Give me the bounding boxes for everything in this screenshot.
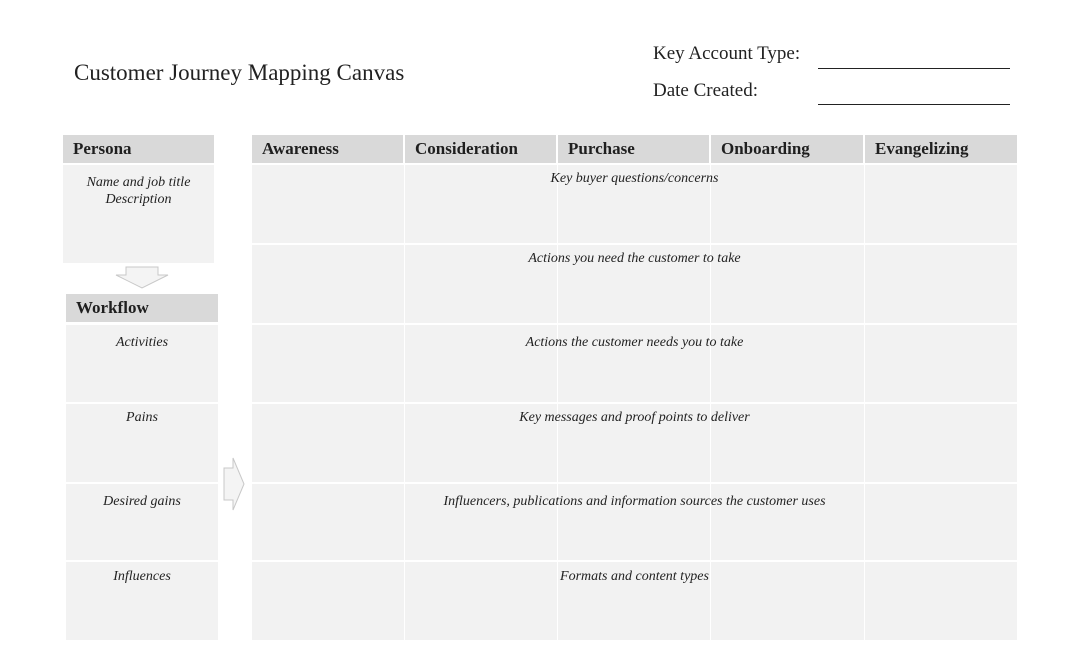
journey-row-your-actions: Actions the customer needs you to take	[525, 335, 744, 350]
stage-header-consideration: Consideration	[405, 135, 556, 163]
stage-header-awareness: Awareness	[252, 135, 403, 163]
journey-row-buyer-questions: Key buyer questions/concerns	[550, 171, 719, 186]
down-arrow-icon	[112, 266, 172, 295]
right-arrow-icon	[222, 456, 246, 517]
date-created-label: Date Created:	[653, 80, 758, 101]
persona-name-label: Name and job title	[86, 175, 191, 190]
workflow-pains-label: Pains	[126, 410, 158, 425]
workflow-activities-label: Activities	[115, 335, 169, 350]
persona-cell[interactable]	[63, 165, 214, 263]
journey-row-influencers: Influencers, publications and information sources the customer uses	[443, 494, 826, 509]
persona-description-label: Description	[105, 192, 172, 207]
page-title: Customer Journey Mapping Canvas	[74, 60, 405, 85]
workflow-header: Workflow	[66, 294, 218, 322]
stage-header-purchase: Purchase	[558, 135, 709, 163]
key-account-type-field[interactable]	[818, 68, 1010, 69]
stage-header-evangelizing: Evangelizing	[865, 135, 1017, 163]
journey-row-key-messages: Key messages and proof points to deliver	[519, 410, 750, 425]
journey-row-formats: Formats and content types	[560, 569, 709, 584]
stage-header-onboarding: Onboarding	[711, 135, 863, 163]
persona-header: Persona	[63, 135, 214, 163]
key-account-type-label: Key Account Type:	[653, 43, 801, 64]
date-created-field[interactable]	[818, 104, 1010, 105]
workflow-influences-label: Influences	[113, 569, 171, 584]
workflow-desired-gains-label: Desired gains	[103, 494, 181, 509]
journey-row-customer-actions: Actions you need the customer to take	[528, 251, 741, 266]
